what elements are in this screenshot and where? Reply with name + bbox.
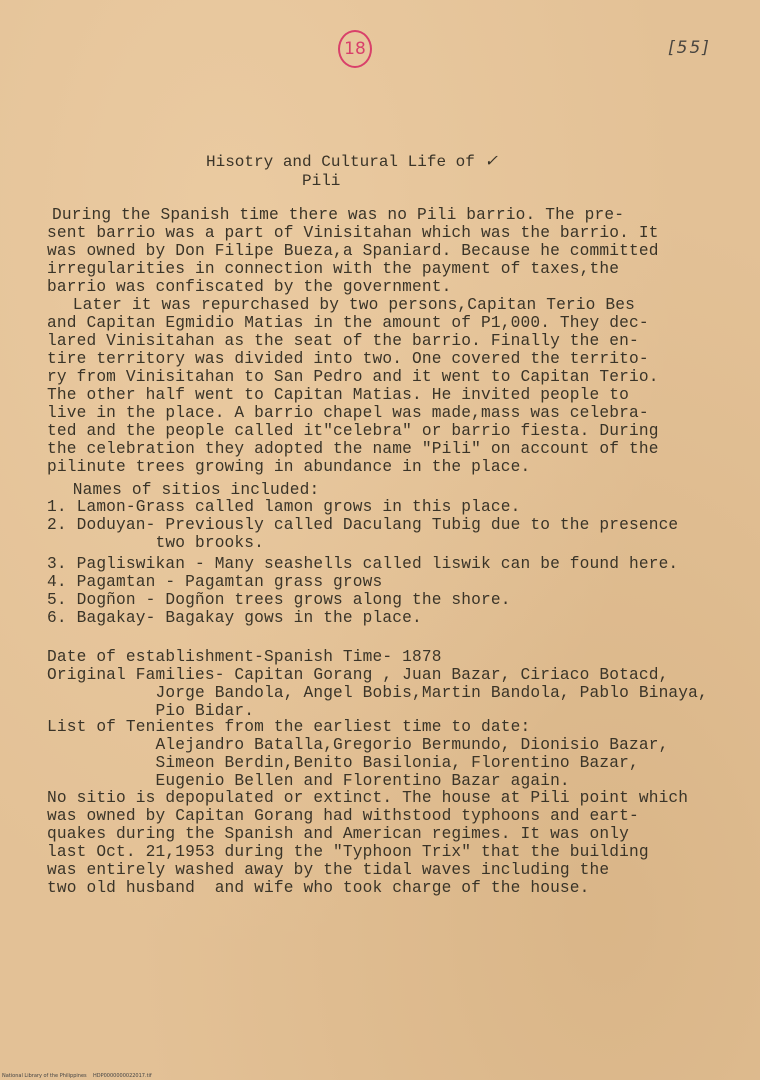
body-line: 2. Doduyan- Previously called Daculang Tubig due to the presence bbox=[47, 516, 679, 534]
body-line: Names of sitios included: bbox=[53, 481, 320, 499]
check-mark-icon: ✓ bbox=[484, 153, 498, 171]
body-line: No sitio is depopulated or extinct. The house at Pili point which bbox=[47, 789, 689, 807]
body-line: Simeon Berdin,Benito Basilonia, Florentino Bazar, bbox=[47, 754, 639, 772]
body-line: The other half went to Capitan Matias. He invited people to bbox=[47, 386, 629, 404]
body-line: irregularities in connection with the payment of taxes,the bbox=[47, 260, 620, 278]
page-number-mark: 18 bbox=[338, 30, 372, 68]
body-line: lared Vinisitahan as the seat of the barrio. Finally the en- bbox=[47, 332, 639, 350]
body-line: live in the place. A barrio chapel was made,mass was celebra- bbox=[47, 404, 649, 422]
body-line: Eugenio Bellen and Florentino Bazar again. bbox=[47, 772, 570, 790]
body-line: 6. Bagakay- Bagakay gows in the place. bbox=[47, 609, 422, 627]
body-line: Later it was repurchased by two persons,Capitan Terio Bes bbox=[53, 296, 635, 314]
body-line: sent barrio was a part of Vinisitahan which was the barrio. It bbox=[47, 224, 659, 242]
body-line: Pio Bidar. bbox=[47, 702, 255, 720]
footer-stamp: National Library of the Philippines HDP0000000022017.tif bbox=[2, 1073, 152, 1079]
body-line: ted and the people called it"celebra" or barrio fiesta. During bbox=[47, 422, 659, 440]
body-line: pilinute trees growing in abundance in the place. bbox=[47, 458, 531, 476]
body-line: two old husband and wife who took charge of the house. bbox=[47, 879, 590, 897]
body-line: Alejandro Batalla,Gregorio Bermundo, Dionisio Bazar, bbox=[47, 736, 669, 754]
body-line: quakes during the Spanish and American regimes. It was only bbox=[47, 825, 629, 843]
body-line: 5. Dogñon - Dogñon trees grows along the shore. bbox=[47, 591, 511, 609]
title-line-1: Hisotry and Cultural Life of bbox=[206, 153, 475, 171]
body-line: the celebration they adopted the name "Pili" on account of the bbox=[47, 440, 659, 458]
body-line: 3. Pagliswikan - Many seashells called liswik can be found here. bbox=[47, 555, 679, 573]
body-line: Date of establishment-Spanish Time- 1878 bbox=[47, 648, 442, 666]
body-line: was owned by Capitan Gorang had withstood typhoons and eart- bbox=[47, 807, 639, 825]
body-line: List of Tenientes from the earliest time to date: bbox=[47, 718, 531, 736]
body-line: two brooks. bbox=[47, 534, 265, 552]
body-line: Jorge Bandola, Angel Bobis,Martin Bandola, Pablo Binaya, bbox=[47, 684, 708, 702]
title-line-2: Pili bbox=[302, 172, 341, 190]
document-title bbox=[206, 153, 498, 191]
archive-number: [55] bbox=[668, 38, 711, 58]
body-line: tire territory was divided into two. One covered the territo- bbox=[47, 350, 649, 368]
body-line: was owned by Don Filipe Bueza,a Spaniard. Because he committed bbox=[47, 242, 659, 260]
body-line: last Oct. 21,1953 during the "Typhoon Trix" that the building bbox=[47, 843, 649, 861]
body-line: ry from Vinisitahan to San Pedro and it went to Capitan Terio. bbox=[47, 368, 659, 386]
body-line: barrio was confiscated by the government. bbox=[47, 278, 452, 296]
body-line: During the Spanish time there was no Pili barrio. The pre- bbox=[52, 206, 625, 224]
body-line: 4. Pagamtan - Pagamtan grass grows bbox=[47, 573, 383, 591]
body-line: Original Families- Capitan Gorang , Juan Bazar, Ciriaco Botacd, bbox=[47, 666, 669, 684]
body-line: was entirely washed away by the tidal waves including the bbox=[47, 861, 610, 879]
body-line: 1. Lamon-Grass called lamon grows in this place. bbox=[47, 498, 521, 516]
body-line: and Capitan Egmidio Matias in the amount of P1,000. They dec- bbox=[47, 314, 649, 332]
